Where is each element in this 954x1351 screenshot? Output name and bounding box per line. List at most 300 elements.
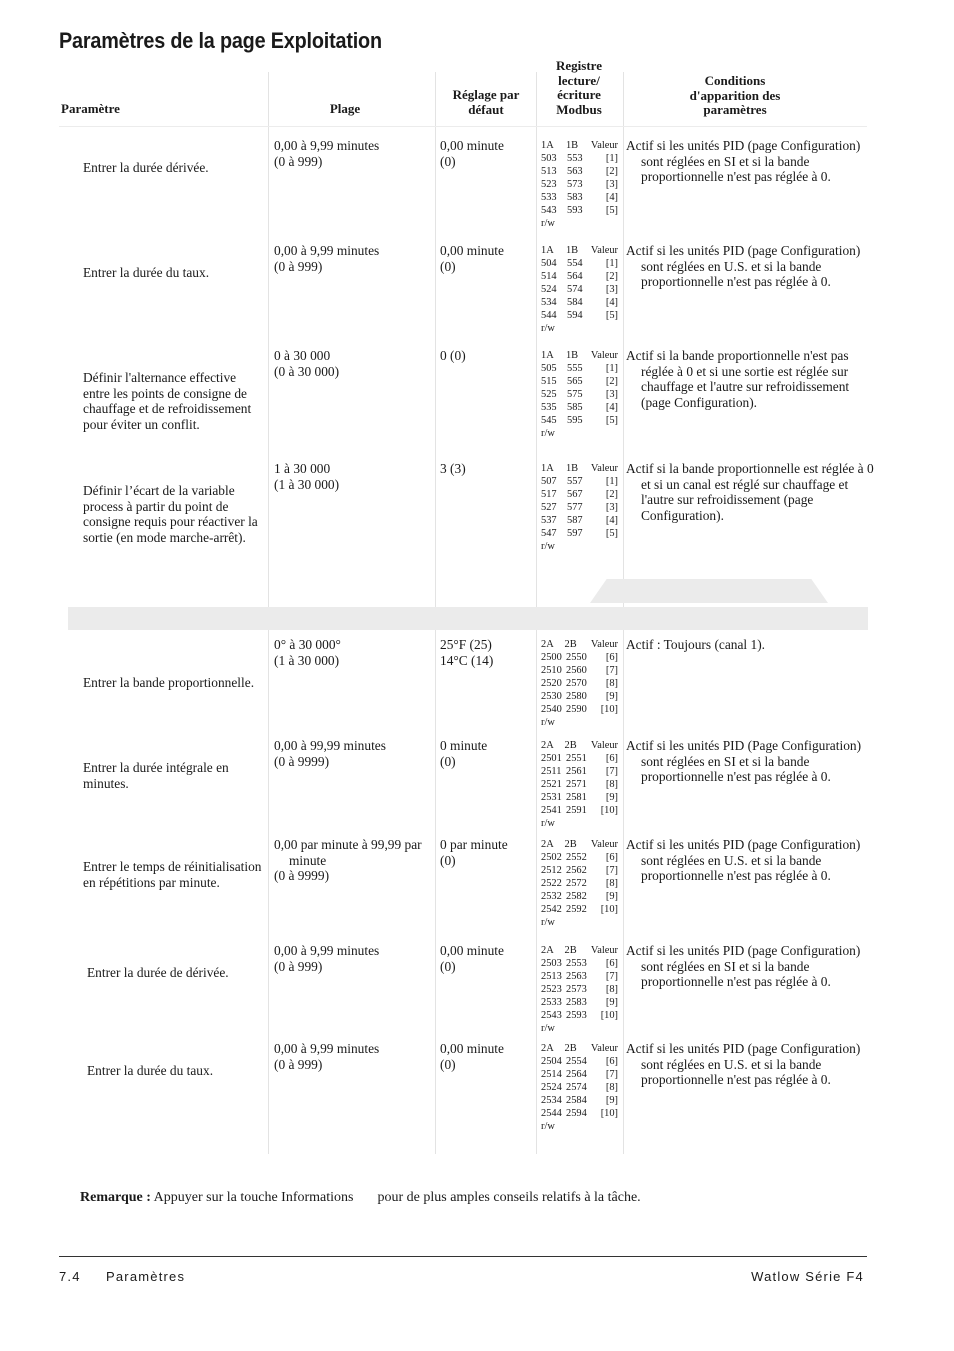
range-cell <box>274 943 432 974</box>
modbus-a: 545 <box>541 415 557 426</box>
modbus-value: [1] <box>605 476 618 487</box>
modbus-b: 2590 <box>566 704 587 715</box>
modbus-cell <box>541 244 618 335</box>
modbus-col-value: Valeur <box>590 945 618 956</box>
default-line: (0) <box>440 958 456 974</box>
modbus-col-value: Valeur <box>590 1043 618 1054</box>
modbus-value: [4] <box>605 515 618 526</box>
condition-cell: Actif si les unités PID (page Configuration) sont réglées en U.S. et si la bande proportionnelle n'est pas réglée à 0. <box>626 1041 861 1087</box>
modbus-value: [5] <box>605 528 618 539</box>
modbus-col-value: Valeur <box>590 839 618 850</box>
condition-cell: Actif si les unités PID (Page Configuration) sont réglées en SI et si la bande proportionnelle n'est pas réglée à 0. <box>626 738 862 784</box>
modbus-b: 2593 <box>566 1010 587 1021</box>
modbus-a: 535 <box>541 402 557 413</box>
modbus-row <box>541 1094 618 1107</box>
range-line: (0 à 999) <box>274 153 323 169</box>
modbus-value: [1] <box>605 153 618 164</box>
modbus-col-b: 2B <box>564 839 577 850</box>
modbus-b: 587 <box>567 515 583 526</box>
modbus-row <box>541 283 618 296</box>
modbus-b: 2573 <box>566 984 587 995</box>
range-line: 0,00 par minute à 99,99 par minute <box>274 837 422 868</box>
range-line: (1 à 30 000) <box>274 652 340 668</box>
modbus-a: 2512 <box>541 865 562 876</box>
modbus-row <box>541 851 618 864</box>
header-plage: Plage <box>329 101 361 116</box>
modbus-a: 2534 <box>541 1095 562 1106</box>
modbus-row <box>541 514 618 527</box>
modbus-a: 2521 <box>541 779 562 790</box>
modbus-row <box>541 362 618 375</box>
modbus-a: 525 <box>541 389 557 400</box>
modbus-b: 595 <box>567 415 583 426</box>
modbus-col-a: 1A <box>541 350 554 361</box>
modbus-b: 2574 <box>566 1082 587 1093</box>
modbus-b: 563 <box>567 166 583 177</box>
range-line: (0 à 30 000) <box>274 363 340 379</box>
modbus-row <box>541 527 618 540</box>
modbus-a: 2544 <box>541 1108 562 1119</box>
modbus-value: [1] <box>605 258 618 269</box>
default-line: 25°F (25) <box>440 637 492 652</box>
modbus-value: [5] <box>605 415 618 426</box>
modbus-a: 2543 <box>541 1010 562 1021</box>
modbus-b: 2552 <box>566 852 587 863</box>
modbus-cell <box>541 1042 618 1133</box>
modbus-row <box>541 1055 618 1068</box>
modbus-b: 2591 <box>566 805 587 816</box>
modbus-cell <box>541 638 618 729</box>
modbus-value: [2] <box>605 376 618 387</box>
modbus-value: [7] <box>605 766 618 777</box>
note-text-before: Appuyer sur la touche Informations <box>153 1190 354 1205</box>
modbus-b: 584 <box>567 297 583 308</box>
header-conditions: Conditions d'apparition des paramètres <box>689 73 781 117</box>
modbus-row <box>541 152 618 165</box>
note-label: Remarque : <box>80 1190 151 1205</box>
modbus-value: [4] <box>605 297 618 308</box>
default-line: (0) <box>440 1056 456 1072</box>
modbus-value: [3] <box>605 284 618 295</box>
default-line: (0) <box>440 852 456 868</box>
modbus-value: [9] <box>605 1095 618 1106</box>
modbus-cell <box>541 462 618 553</box>
modbus-head <box>541 838 618 851</box>
modbus-a: 2530 <box>541 691 562 702</box>
modbus-a: 513 <box>541 166 557 177</box>
modbus-row <box>541 690 618 703</box>
default-line: 0 minute <box>440 738 488 753</box>
range-line: (0 à 999) <box>274 958 323 974</box>
modbus-row <box>541 664 618 677</box>
modbus-a: 505 <box>541 363 557 374</box>
modbus-a: 524 <box>541 284 557 295</box>
modbus-rw: r/w <box>541 218 555 229</box>
modbus-row <box>541 890 618 903</box>
default-cell <box>440 1041 532 1072</box>
modbus-col-a: 2A <box>541 639 554 650</box>
range-cell <box>274 1041 432 1072</box>
condition-cell: Actif si la bande proportionnelle n'est pas réglée à 0 et si une sortie est réglée sur chauffage et l'autre sur refroidissement (page Configuration). <box>626 348 850 410</box>
modbus-a: 2501 <box>541 753 562 764</box>
param-cell: Entrer la durée du taux. <box>83 265 210 280</box>
modbus-value: [10] <box>600 904 618 915</box>
modbus-value: [8] <box>605 678 618 689</box>
modbus-b: 2561 <box>566 766 587 777</box>
range-line: 0,00 à 9,99 minutes <box>274 138 380 153</box>
modbus-b: 2551 <box>566 753 587 764</box>
modbus-b: 2550 <box>566 652 587 663</box>
header-rule <box>59 126 867 127</box>
modbus-row <box>541 752 618 765</box>
modbus-value: [5] <box>605 310 618 321</box>
modbus-b: 577 <box>567 502 583 513</box>
modbus-row <box>541 488 618 501</box>
modbus-b: 2592 <box>566 904 587 915</box>
modbus-value: [4] <box>605 192 618 203</box>
modbus-col-value: Valeur <box>590 140 618 151</box>
modbus-col-a: 1A <box>541 140 554 151</box>
modbus-col-b: 1B <box>565 245 579 256</box>
modbus-row <box>541 1107 618 1120</box>
default-cell <box>440 837 532 868</box>
modbus-head <box>541 944 618 957</box>
modbus-col-a: 2A <box>541 945 554 956</box>
modbus-value: [3] <box>605 389 618 400</box>
modbus-a: 523 <box>541 179 557 190</box>
modbus-row <box>541 401 618 414</box>
modbus-b: 2584 <box>566 1095 587 1106</box>
default-line: 0,00 minute <box>440 1041 504 1056</box>
range-cell <box>274 348 432 379</box>
modbus-head <box>541 462 618 475</box>
modbus-a: 2504 <box>541 1056 562 1067</box>
modbus-rw: r/w <box>541 1121 555 1132</box>
modbus-cell <box>541 349 618 440</box>
modbus-a: 2540 <box>541 704 562 715</box>
modbus-a: 2514 <box>541 1069 562 1080</box>
modbus-value: [8] <box>605 779 618 790</box>
modbus-col-b: 1B <box>565 140 579 151</box>
condition-cell: Actif si la bande proportionnelle est réglée à 0 et si un canal est réglé sur chauffage et l'autre sur refroidissement (page Configuration). <box>626 461 874 523</box>
modbus-col-a: 2A <box>541 839 554 850</box>
default-line: 0,00 minute <box>440 243 504 258</box>
modbus-value: [8] <box>605 1082 618 1093</box>
modbus-row <box>541 257 618 270</box>
range-line: 0,00 à 9,99 minutes <box>274 243 380 258</box>
default-cell <box>440 461 547 477</box>
default-cell <box>440 943 532 974</box>
default-line: 0,00 minute <box>440 943 504 958</box>
modbus-b: 557 <box>567 476 583 487</box>
default-line: (0) <box>440 258 456 274</box>
modbus-col-b: 2B <box>564 945 577 956</box>
footer-rule <box>59 1256 867 1257</box>
modbus-a: 515 <box>541 376 557 387</box>
range-line: (1 à 30 000) <box>274 476 340 492</box>
modbus-col-b: 2B <box>564 639 577 650</box>
param-cell: Entrer la durée dérivée. <box>83 160 209 175</box>
modbus-rw: r/w <box>541 717 555 728</box>
footer-product: Watlow Série F4 <box>751 1269 864 1284</box>
modbus-col-value: Valeur <box>590 639 618 650</box>
default-line: 14°C (14) <box>440 652 494 668</box>
modbus-value: [5] <box>605 205 618 216</box>
param-cell: Définir l'alternance effective entre les points de consigne de chauffage et de refroidissement pour éviter un conflit. <box>83 370 252 432</box>
modbus-a: 547 <box>541 528 557 539</box>
modbus-row <box>541 877 618 890</box>
modbus-b: 2582 <box>566 891 587 902</box>
modbus-b: 574 <box>567 284 583 295</box>
modbus-value: [6] <box>605 958 618 969</box>
modbus-a: 2541 <box>541 805 562 816</box>
condition-cell: Actif si les unités PID (page Configuration) sont réglées en U.S. et si la bande proportionnelle n'est pas réglée à 0. <box>626 243 861 289</box>
modbus-a: 2533 <box>541 997 562 1008</box>
modbus-b: 567 <box>567 489 583 500</box>
modbus-row <box>541 651 618 664</box>
default-cell <box>440 637 532 668</box>
range-line: 0° à 30 000° <box>274 637 341 652</box>
default-line: (0) <box>440 753 456 769</box>
range-line: (0 à 9999) <box>274 868 330 883</box>
default-line: 3 (3) <box>440 461 466 476</box>
modbus-col-value: Valeur <box>590 740 618 751</box>
note-text-after: pour de plus amples conseils relatifs à la tâche. <box>377 1190 641 1205</box>
modbus-row <box>541 309 618 322</box>
modbus-head <box>541 244 618 257</box>
range-line: 0,00 à 9,99 minutes <box>274 943 380 958</box>
range-cell <box>274 837 432 884</box>
modbus-row <box>541 804 618 817</box>
section-tab-shape <box>590 579 828 603</box>
modbus-a: 2524 <box>541 1082 562 1093</box>
modbus-rw: r/w <box>541 1023 555 1034</box>
modbus-value: [7] <box>605 971 618 982</box>
modbus-b: 564 <box>567 271 583 282</box>
modbus-value: [7] <box>605 1069 618 1080</box>
default-line: 0 par minute <box>440 837 508 852</box>
modbus-b: 2581 <box>566 792 587 803</box>
default-cell <box>440 138 547 169</box>
modbus-row <box>541 270 618 283</box>
param-cell: Entrer la durée de dérivée. <box>87 965 229 980</box>
modbus-b: 554 <box>567 258 583 269</box>
modbus-value: [2] <box>605 166 618 177</box>
modbus-row <box>541 165 618 178</box>
condition-cell: Actif si les unités PID (page Configuration) sont réglées en SI et si la bande proportionnelle n'est pas réglée à 0. <box>626 138 861 184</box>
modbus-value: [10] <box>600 704 618 715</box>
header-modbus: Registre lecture/ écriture Modbus <box>556 58 602 117</box>
param-cell: Définir l’écart de la variable process à partir du point de consigne requis pour réactiver la sortie (en mode marche-arrêt). <box>83 483 258 545</box>
modbus-row <box>541 204 618 217</box>
modbus-value: [10] <box>600 1108 618 1119</box>
modbus-a: 504 <box>541 258 557 269</box>
modbus-rw: r/w <box>541 541 555 552</box>
condition-cell: Actif si les unités PID (page Configuration) sont réglées en SI et si la bande proportionnelle n'est pas réglée à 0. <box>626 943 861 989</box>
range-cell <box>274 637 432 668</box>
modbus-value: [3] <box>605 502 618 513</box>
range-line: 1 à 30 000 <box>274 461 331 476</box>
range-cell <box>274 138 432 169</box>
default-cell <box>440 348 547 364</box>
modbus-a: 514 <box>541 271 557 282</box>
modbus-b: 2554 <box>566 1056 587 1067</box>
modbus-b: 555 <box>567 363 583 374</box>
condition-cell: Actif : Toujours (canal 1). <box>626 637 766 652</box>
modbus-a: 2510 <box>541 665 562 676</box>
modbus-cell <box>541 739 618 830</box>
modbus-a: 2513 <box>541 971 562 982</box>
modbus-a: 2503 <box>541 958 562 969</box>
param-cell: Entrer la durée du taux. <box>87 1063 214 1078</box>
modbus-a: 2522 <box>541 878 562 889</box>
modbus-cell <box>541 139 618 230</box>
modbus-a: 534 <box>541 297 557 308</box>
range-line: 0,00 à 9,99 minutes <box>274 1041 380 1056</box>
modbus-col-b: 2B <box>564 740 577 751</box>
modbus-a: 517 <box>541 489 557 500</box>
modbus-a: 543 <box>541 205 557 216</box>
modbus-a: 2531 <box>541 792 562 803</box>
footer-section: Paramètres <box>106 1269 186 1284</box>
modbus-b: 2562 <box>566 865 587 876</box>
modbus-row <box>541 475 618 488</box>
modbus-row <box>541 957 618 970</box>
modbus-row <box>541 778 618 791</box>
range-line: (0 à 9999) <box>274 753 330 769</box>
modbus-b: 597 <box>567 528 583 539</box>
range-line: (0 à 999) <box>274 1056 323 1072</box>
modbus-rw: r/w <box>541 428 555 439</box>
modbus-value: [9] <box>605 792 618 803</box>
modbus-value: [8] <box>605 984 618 995</box>
modbus-a: 537 <box>541 515 557 526</box>
modbus-b: 2560 <box>566 665 587 676</box>
modbus-col-a: 1A <box>541 463 554 474</box>
modbus-row <box>541 501 618 514</box>
param-cell: Entrer la bande proportionnelle. <box>83 675 255 690</box>
condition-cell: Actif si les unités PID (page Configuration) sont réglées en U.S. et si la bande proportionnelle n'est pas réglée à 0. <box>626 837 861 883</box>
modbus-row <box>541 970 618 983</box>
modbus-b: 2553 <box>566 958 587 969</box>
modbus-col-b: 2B <box>564 1043 577 1054</box>
modbus-a: 2542 <box>541 904 562 915</box>
modbus-col-a: 1A <box>541 245 554 256</box>
header-parametre: Paramètre <box>61 101 120 116</box>
modbus-a: 2520 <box>541 678 562 689</box>
section-band <box>68 607 868 630</box>
modbus-cell <box>541 838 618 929</box>
modbus-value: [9] <box>605 997 618 1008</box>
modbus-head <box>541 139 618 152</box>
modbus-b: 2594 <box>566 1108 587 1119</box>
modbus-head <box>541 349 618 362</box>
modbus-row <box>541 178 618 191</box>
modbus-value: [6] <box>605 1056 618 1067</box>
default-line: 0,00 minute <box>440 138 504 153</box>
modbus-row <box>541 375 618 388</box>
modbus-row <box>541 791 618 804</box>
modbus-b: 553 <box>567 153 583 164</box>
modbus-value: [6] <box>605 652 618 663</box>
modbus-a: 507 <box>541 476 557 487</box>
default-cell <box>440 243 547 274</box>
modbus-a: 503 <box>541 153 557 164</box>
modbus-row <box>541 864 618 877</box>
param-cell: Entrer le temps de réinitialisation en répétitions par minute. <box>83 859 262 890</box>
modbus-value: [10] <box>600 1010 618 1021</box>
modbus-value: [7] <box>605 865 618 876</box>
modbus-value: [2] <box>605 489 618 500</box>
modbus-value: [9] <box>605 891 618 902</box>
modbus-value: [3] <box>605 179 618 190</box>
modbus-row <box>541 677 618 690</box>
note <box>80 1190 641 1206</box>
default-line: 0 (0) <box>440 348 466 363</box>
modbus-col-value: Valeur <box>590 463 618 474</box>
modbus-value: [4] <box>605 402 618 413</box>
modbus-value: [2] <box>605 271 618 282</box>
header-defaut: Réglage par défaut <box>452 87 520 117</box>
modbus-col-value: Valeur <box>590 245 618 256</box>
range-cell <box>274 243 432 274</box>
modbus-row <box>541 388 618 401</box>
modbus-head <box>541 638 618 651</box>
modbus-a: 533 <box>541 192 557 203</box>
modbus-a: 2511 <box>541 766 562 777</box>
modbus-col-b: 1B <box>565 463 579 474</box>
modbus-b: 2572 <box>566 878 587 889</box>
modbus-value: [9] <box>605 691 618 702</box>
modbus-row <box>541 1081 618 1094</box>
modbus-b: 583 <box>567 192 583 203</box>
modbus-row <box>541 996 618 1009</box>
modbus-row <box>541 1009 618 1022</box>
modbus-b: 594 <box>567 310 583 321</box>
modbus-cell <box>541 944 618 1035</box>
modbus-value: [8] <box>605 878 618 889</box>
modbus-a: 527 <box>541 502 557 513</box>
default-line: (0) <box>440 153 456 169</box>
modbus-row <box>541 296 618 309</box>
modbus-row <box>541 1068 618 1081</box>
modbus-rw: r/w <box>541 818 555 829</box>
modbus-b: 565 <box>567 376 583 387</box>
modbus-b: 2580 <box>566 691 587 702</box>
modbus-b: 2571 <box>566 779 587 790</box>
modbus-col-a: 2A <box>541 1043 554 1054</box>
modbus-b: 585 <box>567 402 583 413</box>
modbus-b: 573 <box>567 179 583 190</box>
modbus-row <box>541 983 618 996</box>
param-cell: Entrer la durée intégrale en minutes. <box>83 760 229 791</box>
modbus-col-b: 1B <box>565 350 579 361</box>
modbus-value: [10] <box>600 805 618 816</box>
default-cell <box>440 738 532 769</box>
modbus-rw: r/w <box>541 917 555 928</box>
modbus-row <box>541 414 618 427</box>
modbus-rw: r/w <box>541 323 555 334</box>
modbus-head <box>541 1042 618 1055</box>
footer-page-number: 7.4 <box>59 1269 81 1284</box>
range-cell <box>274 738 432 769</box>
modbus-b: 593 <box>567 205 583 216</box>
modbus-b: 2564 <box>566 1069 587 1080</box>
range-line: 0 à 30 000 <box>274 348 331 363</box>
modbus-col-value: Valeur <box>590 350 618 361</box>
range-line: 0,00 à 99,99 minutes <box>274 738 386 753</box>
modbus-col-a: 2A <box>541 740 554 751</box>
